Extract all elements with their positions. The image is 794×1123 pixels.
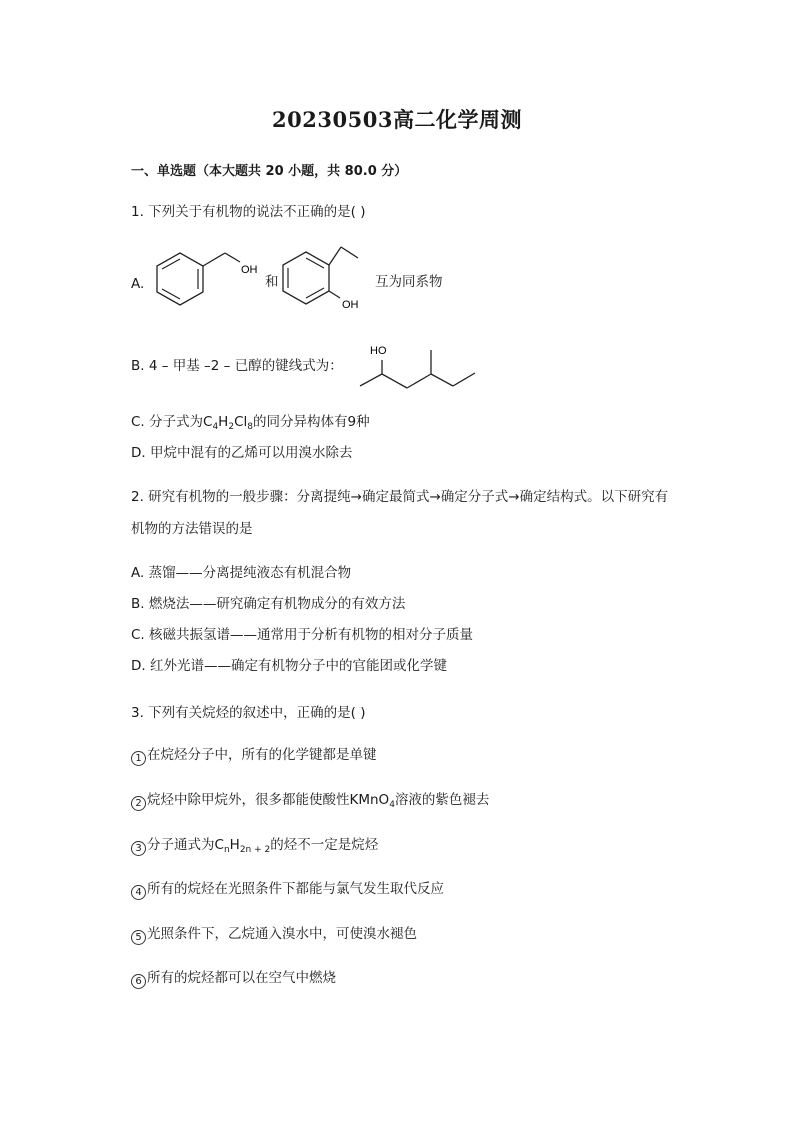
- benzyl-alcohol-structure: [150, 245, 260, 315]
- q1-option-d: D. 甲烷中混有的乙烯可以用溴水除去: [131, 445, 353, 461]
- q1-b-ho-label: HO: [370, 345, 387, 357]
- q1-a-oh-label-1: OH: [241, 264, 258, 276]
- q3-statement-1: 1 在烷烃分子中，所有的化学键都是单键: [131, 746, 377, 766]
- q1-option-a-label: A.: [131, 276, 145, 292]
- methylhexanol-skeletal-structure: [355, 338, 485, 398]
- q3-statement-2: 2 烷烃中除甲烷外，很多都能使酸性KMnO$_4$溶液的紫色褪去: [131, 791, 489, 814]
- section-heading: 一、单选题（本大题共 20 小题，共 80.0 分）: [131, 164, 408, 179]
- q3-statement-4: 4 所有的烷烃在光照条件下都能与氯气发生取代反应: [131, 880, 444, 900]
- q1-a-oh-label-2: OH: [342, 299, 359, 311]
- q1-option-c: C. 分子式为$C_4H_2Cl_8$的同分异构体有9种: [131, 414, 370, 432]
- circled-number-3: 3: [131, 841, 146, 856]
- q3-statement-6: 6 所有的烷烃都可以在空气中燃烧: [131, 969, 336, 989]
- circled-number-5: 5: [131, 930, 146, 945]
- q2-stem-line-2: 机物的方法错误的是: [131, 521, 253, 537]
- q1-option-a-tail: 互为同系物: [375, 274, 443, 290]
- q2-option-d: D. 红外光谱——确定有机物分子中的官能团或化学键: [131, 658, 447, 674]
- circled-number-2: 2: [131, 796, 146, 811]
- circled-number-4: 4: [131, 885, 146, 900]
- q3-stem: 3. 下列有关烷烃的叙述中，正确的是( ): [131, 705, 366, 721]
- circled-number-1: 1: [131, 751, 146, 766]
- circled-number-6: 6: [131, 974, 146, 989]
- q1-stem: 1. 下列关于有机物的说法不正确的是( ): [131, 204, 366, 220]
- page-title: 20230503高二化学周测: [272, 107, 522, 132]
- q2-option-b: B. 燃烧法——研究确定有机物成分的有效方法: [131, 596, 406, 612]
- q2-option-c: C. 核磁共振氢谱——通常用于分析有机物的相对分子质量: [131, 627, 474, 643]
- q3-statement-5: 5 光照条件下，乙烷通入溴水中，可使溴水褪色: [131, 925, 417, 945]
- q3-statement-3: 3 分子通式为$C_nH_{2n + 2}$的烃不一定是烷烃: [131, 836, 378, 859]
- q2-stem-line-1: 2. 研究有机物的一般步骤：分离提纯→确定最简式→确定分子式→确定结构式。以下研究有: [131, 489, 669, 505]
- ethylphenol-structure: [280, 240, 375, 320]
- q1-option-a-and: 和: [265, 274, 279, 290]
- q2-option-a: A. 蒸馏——分离提纯液态有机混合物: [131, 565, 352, 581]
- q1-option-b: B. 4 – 甲基 –2 – 已醇的键线式为：: [131, 358, 343, 374]
